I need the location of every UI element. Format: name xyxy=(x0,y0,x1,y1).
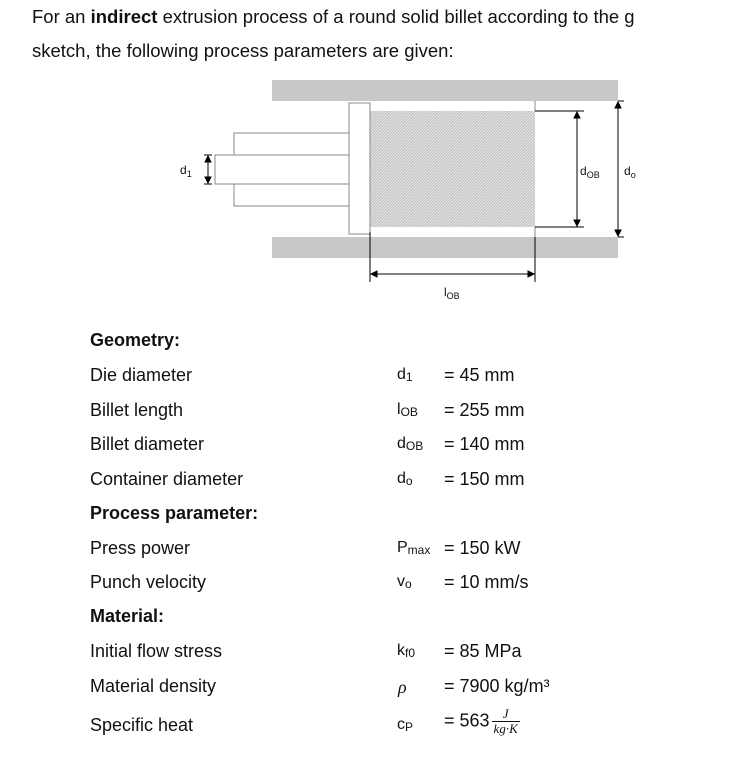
intro-text: extrusion process of a round solid billet according to the g xyxy=(157,6,635,27)
fraction-numerator: J xyxy=(492,707,520,722)
material-density-label: Material density xyxy=(90,676,217,696)
initial-flow-stress-value: = 85 MPa xyxy=(444,641,522,661)
lob-label: $l_{OB}$ xyxy=(444,285,460,301)
die-diameter-value: = 45 mm xyxy=(444,365,515,385)
die-plate xyxy=(349,103,370,234)
process-parameter-header: Process parameter: xyxy=(90,503,259,523)
d1-dimension xyxy=(204,155,212,184)
specific-heat-number: = 563 xyxy=(444,710,490,731)
billet-diameter-value: = 140 mm xyxy=(444,434,525,454)
container-bottom-wall xyxy=(272,237,618,258)
geometry-header: Geometry: xyxy=(90,330,181,350)
punch-velocity-symbol: $v_o$ xyxy=(397,573,412,591)
billet-length-symbol: $l_{OB}$ xyxy=(397,401,418,419)
initial-flow-stress-symbol: $k_{f0}$ xyxy=(397,642,416,660)
dob-dimension xyxy=(535,111,584,227)
do-label: $d_o$ xyxy=(624,164,636,180)
stem-lower xyxy=(234,184,349,206)
billet-length-value: = 255 mm xyxy=(444,400,525,420)
punch-velocity-value: = 10 mm/s xyxy=(444,572,529,592)
billet-length-label: Billet length xyxy=(90,400,184,420)
material-density-value: = 7900 kg/m³ xyxy=(444,676,550,696)
container-diameter-value: = 150 mm xyxy=(444,469,525,489)
die-diameter-symbol: $d_1$ xyxy=(397,366,413,384)
specific-heat-label: Specific heat xyxy=(90,715,194,735)
fraction-denominator: kg·K xyxy=(493,721,518,736)
dob-label: $d_{OB}$ xyxy=(580,164,600,180)
do-dimension xyxy=(615,101,624,237)
intro-text: For an xyxy=(32,6,91,27)
intro-bold-word: indirect xyxy=(90,6,158,27)
specific-heat-symbol: $c_P$ xyxy=(397,716,414,734)
billet xyxy=(370,111,535,227)
billet-diameter-symbol: $d_{OB}$ xyxy=(397,435,424,453)
d1-label: $d_1$ xyxy=(180,163,192,179)
press-power-value: = 150 kW xyxy=(444,538,521,558)
container-diameter-label: Container diameter xyxy=(90,469,244,489)
specific-heat-value xyxy=(444,707,520,736)
intro-line-2: sketch, the following process parameters are given: xyxy=(32,40,454,61)
press-power-label: Press power xyxy=(90,538,191,558)
initial-flow-stress-label: Initial flow stress xyxy=(90,641,223,661)
punch-velocity-label: Punch velocity xyxy=(90,572,207,592)
material-density-symbol: ρ xyxy=(398,677,407,697)
extrusion-sketch xyxy=(0,0,749,320)
billet-diameter-label: Billet diameter xyxy=(90,434,205,454)
container-diameter-symbol: $d_o$ xyxy=(397,470,413,488)
material-header: Material: xyxy=(90,606,165,626)
die-bore xyxy=(215,155,349,184)
specific-heat-unit-fraction xyxy=(492,707,520,736)
die-diameter-label: Die diameter xyxy=(90,365,193,385)
stem-upper xyxy=(234,133,349,155)
press-power-symbol: $P_{max}$ xyxy=(397,539,431,557)
container-top-wall xyxy=(272,80,618,101)
